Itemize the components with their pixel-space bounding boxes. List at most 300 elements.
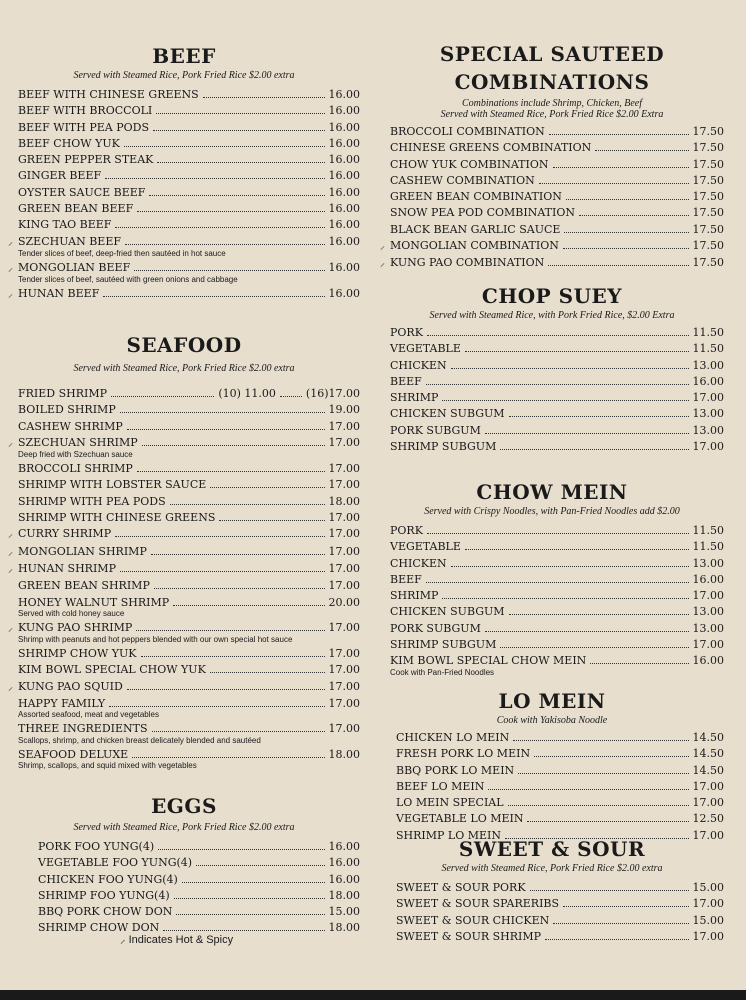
- item-name: BBQ PORK CHOW DON: [38, 905, 173, 919]
- item-name: CHOW YUK COMBINATION: [390, 157, 549, 171]
- item-price: 18.00: [328, 921, 360, 935]
- menu-item: [8, 578, 360, 594]
- dot-leader: [120, 571, 325, 572]
- section-subtitle: Served with Steamed Rice, Pork Fried Rice $2.00 extra: [73, 70, 295, 81]
- item-price: 20.00: [328, 595, 360, 609]
- dot-leader: [142, 445, 325, 446]
- dot-leader: [539, 183, 689, 184]
- dot-leader: [132, 757, 324, 758]
- dot-leader: [149, 195, 324, 196]
- menu-item: [8, 679, 360, 696]
- menu-item: [380, 374, 724, 390]
- section-title: CHOP SUEY: [481, 284, 623, 308]
- item-name: SWEET & SOUR SPARERIBS: [396, 897, 560, 911]
- item-name: VEGETABLE: [390, 540, 461, 554]
- item-name: KUNG PAO SHRIMP: [18, 620, 133, 634]
- item-description: Cook with Pan-Fried Noodles: [390, 667, 495, 677]
- section-title: SEAFOOD: [126, 333, 242, 357]
- item-name: FRESH PORK LO MEIN: [396, 747, 531, 761]
- item-name: SHRIMP SUBGUM: [390, 440, 497, 454]
- dot-leader: [563, 248, 689, 249]
- dot-leader: [527, 821, 688, 822]
- dot-leader: [442, 598, 688, 599]
- item-name: CASHEW SHRIMP: [18, 419, 123, 433]
- item-name: VEGETABLE LO MEIN: [396, 812, 524, 826]
- item-name: VEGETABLE: [390, 342, 461, 356]
- item-name: SWEET & SOUR PORK: [396, 881, 526, 894]
- menu-item: [8, 217, 360, 233]
- item-description: Deep fried with Szechuan sauce: [18, 450, 133, 460]
- item-price: 19.00: [328, 403, 360, 417]
- item-name: THREE INGREDIENTS: [18, 722, 148, 736]
- menu-item: [380, 556, 724, 572]
- menu-item: [28, 855, 360, 871]
- item-name: BOILED SHRIMP: [18, 403, 116, 417]
- menu-item: [386, 811, 724, 827]
- item-name: CHICKEN: [390, 556, 447, 570]
- menu-item: [380, 539, 724, 555]
- menu-item: [386, 779, 724, 795]
- item-price: 15.00: [328, 905, 360, 919]
- dot-leader: [579, 215, 688, 216]
- item-price: 13.00: [692, 621, 724, 635]
- item-price: 17.00: [328, 527, 360, 541]
- dot-leader: [115, 536, 324, 537]
- item-name: BEEF: [390, 374, 422, 388]
- chili-pepper-icon: ⸝: [8, 546, 13, 558]
- item-name: MONGOLIAN SHRIMP: [18, 544, 147, 558]
- item-price: 16.00: [328, 218, 360, 232]
- item-name: SWEET & SOUR SHRIMP: [396, 929, 542, 943]
- menu-item: [380, 406, 724, 422]
- dot-leader: [442, 400, 688, 401]
- item-price: 17.00: [328, 620, 360, 634]
- section-title: LO MEIN: [498, 689, 606, 713]
- chili-pepper-icon: ⸝: [8, 681, 13, 693]
- item-price: 17.00: [692, 638, 724, 652]
- item-price: 13.00: [692, 605, 724, 619]
- dot-leader: [513, 740, 688, 741]
- item-name: CHICKEN: [390, 358, 447, 372]
- menu-item: [8, 561, 360, 578]
- chili-pepper-icon: ⸝: [8, 563, 13, 575]
- menu-item: [8, 419, 360, 435]
- item-price: 17.00: [692, 897, 724, 911]
- item-name: KIM BOWL SPECIAL CHOW YUK: [18, 663, 206, 677]
- item-price: 17.00: [328, 697, 360, 711]
- item-name: KIM BOWL SPECIAL CHOW MEIN: [390, 654, 587, 668]
- dot-leader: [485, 631, 689, 632]
- item-name: HAPPY FAMILY: [18, 697, 106, 711]
- menu-item: [380, 341, 724, 357]
- item-name: OYSTER SAUCE BEEF: [18, 185, 146, 199]
- item-name: KUNG PAO SQUID: [18, 679, 123, 693]
- item-price: (10) 11.00: [218, 387, 276, 400]
- dot-leader: [103, 296, 324, 297]
- item-name: CASHEW COMBINATION: [390, 173, 535, 187]
- item-price: 16.00: [328, 88, 360, 101]
- dot-leader: [563, 906, 688, 907]
- chili-pepper-icon: ⸝: [380, 258, 385, 270]
- item-list: [8, 839, 360, 937]
- menu-item: [380, 124, 724, 140]
- item-price: 17.50: [692, 141, 724, 155]
- menu-item: [380, 189, 724, 205]
- dot-leader: [595, 150, 688, 151]
- menu-item: [8, 120, 360, 136]
- section-subtitle: Cook with Yakisoba Noodle: [496, 715, 608, 726]
- item-name: SHRIMP: [390, 589, 439, 603]
- menu-item: [8, 386, 360, 402]
- section-combinations: [380, 40, 724, 273]
- chili-pepper-icon: ⸝: [8, 437, 13, 449]
- item-name: BEEF WITH BROCCOLI: [18, 104, 153, 118]
- dot-leader: [508, 805, 689, 806]
- section-subtitle-2: Served with Steamed Rice, Pork Fried Rice $2.00 Extra: [440, 109, 664, 120]
- item-list: [380, 124, 724, 273]
- item-price: 17.00: [328, 679, 360, 693]
- menu-item: [380, 140, 724, 156]
- dot-leader: [518, 773, 688, 774]
- dot-leader: [134, 270, 324, 271]
- item-price: 17.50: [692, 206, 724, 220]
- dot-leader: [530, 890, 689, 891]
- section-seafood: [8, 333, 360, 772]
- dot-leader: [451, 566, 689, 567]
- menu-item: [28, 839, 360, 855]
- dot-leader: [426, 384, 689, 385]
- item-price: 17.00: [692, 391, 724, 405]
- dot-leader: [182, 882, 325, 883]
- dot-leader: [109, 706, 324, 707]
- menu-item: [8, 168, 360, 184]
- item-name: BEEF: [390, 572, 422, 586]
- item-name: CHINESE GREENS COMBINATION: [390, 141, 592, 155]
- section-subtitle: Combinations include Shrimp, Chicken, Beef: [462, 98, 642, 109]
- item-name: BEEF WITH PEA PODS: [18, 120, 149, 134]
- chili-pepper-icon: ⸝: [8, 622, 13, 634]
- menu-item: [28, 872, 360, 888]
- item-name: BROCCOLI SHRIMP: [18, 462, 133, 476]
- item-list: [380, 325, 724, 455]
- item-price: 14.50: [692, 763, 724, 777]
- dot-leader: [158, 849, 324, 850]
- menu-item: [380, 423, 724, 439]
- menu-item: [380, 439, 724, 455]
- item-price: 11.50: [692, 326, 724, 339]
- dot-leader: [534, 756, 688, 757]
- dot-leader: [280, 396, 302, 397]
- item-description: Served with cold honey sauce: [18, 608, 125, 618]
- item-price: 16.00: [328, 153, 360, 167]
- item-list: [380, 880, 724, 945]
- menu-item: [380, 390, 724, 406]
- dot-leader: [210, 672, 325, 673]
- item-price: 16.00: [692, 654, 724, 668]
- item-name: LO MEIN SPECIAL: [396, 796, 504, 810]
- item-price: 17.00: [692, 589, 724, 603]
- item-price: 17.50: [692, 190, 724, 204]
- dot-leader: [120, 412, 325, 413]
- dot-leader: [485, 433, 689, 434]
- item-price: 17.00: [692, 440, 724, 454]
- dot-leader: [153, 130, 325, 131]
- item-name: SHRIMP SUBGUM: [390, 638, 497, 652]
- chili-pepper-icon: ⸝: [380, 241, 385, 253]
- dot-leader: [553, 167, 689, 168]
- item-price: 11.50: [692, 540, 724, 554]
- item-name: SHRIMP WITH CHINESE GREENS: [18, 511, 216, 525]
- dot-leader: [174, 898, 325, 899]
- dot-leader: [509, 614, 689, 615]
- item-name: KUNG PAO COMBINATION: [390, 256, 545, 270]
- item-name: GREEN BEAN BEEF: [18, 202, 134, 216]
- menu-item: [380, 358, 724, 374]
- menu-item: [8, 103, 360, 119]
- dot-leader: [451, 368, 689, 369]
- item-price: 11.50: [692, 524, 724, 537]
- item-description: Tender slices of beef, sautéed with green onions and cabbage: [18, 275, 238, 285]
- item-name: HONEY WALNUT SHRIMP: [18, 595, 170, 609]
- item-name: GREEN PEPPER STEAK: [18, 153, 154, 167]
- menu-item: [386, 763, 724, 779]
- item-name: MONGOLIAN BEEF: [18, 260, 131, 274]
- dot-leader: [154, 588, 325, 589]
- menu-item: [380, 238, 724, 255]
- item-price: 17.00: [328, 419, 360, 433]
- item-list: [380, 523, 724, 678]
- item-price: 17.50: [692, 239, 724, 253]
- dot-leader: [196, 865, 324, 866]
- menu-item: [8, 185, 360, 201]
- dot-leader: [427, 335, 689, 336]
- item-name: VEGETABLE FOO YUNG(4): [38, 856, 193, 870]
- dot-leader: [157, 162, 324, 163]
- item-name: FRIED SHRIMP: [18, 387, 108, 400]
- item-price: 17.00: [328, 478, 360, 492]
- item-name: KING TAO BEEF: [18, 218, 112, 232]
- item-name: SEAFOOD DELUXE: [18, 747, 129, 761]
- dot-leader: [170, 504, 325, 505]
- item-price: 16.00: [328, 260, 360, 274]
- menu-item: [8, 477, 360, 493]
- dot-leader: [176, 914, 324, 915]
- dot-leader: [141, 656, 325, 657]
- item-name: MONGOLIAN COMBINATION: [390, 239, 559, 253]
- item-name: SNOW PEA POD COMBINATION: [390, 206, 576, 220]
- section-subtitle: Served with Steamed Rice, with Pork Fried Rice, $2.00 Extra: [429, 310, 675, 321]
- dot-leader: [465, 351, 689, 352]
- item-name: BEEF WITH CHINESE GREENS: [18, 88, 199, 101]
- chili-pepper-icon: ⸝: [120, 934, 126, 946]
- item-name: SWEET & SOUR CHICKEN: [396, 913, 550, 927]
- menu-item: [386, 896, 724, 912]
- menu-item: [8, 510, 360, 526]
- menu-item: [8, 646, 360, 662]
- item-price: 13.00: [692, 407, 724, 421]
- dot-leader: [137, 471, 325, 472]
- dot-leader: [105, 178, 324, 179]
- menu-item: [380, 637, 724, 653]
- section-title: EGGS: [151, 794, 217, 818]
- dot-leader: [500, 647, 688, 648]
- menu-item: [28, 888, 360, 904]
- menu-item: [380, 222, 724, 238]
- section-subtitle: Served with Steamed Rice, Pork Fried Rice $2.00 extra: [441, 863, 663, 874]
- item-price: 17.00: [328, 647, 360, 661]
- item-price: 13.00: [692, 423, 724, 437]
- section-title: SWEET & SOUR: [458, 837, 646, 861]
- item-price: 16.00: [328, 856, 360, 870]
- section-subtitle: Served with Crispy Noodles, with Pan-Fried Noodles add $2.00: [424, 506, 680, 517]
- item-name: SHRIMP CHOW DON: [38, 921, 160, 935]
- item-name: BROCCOLI COMBINATION: [390, 125, 545, 138]
- item-price: 16.00: [328, 840, 360, 853]
- menu-item: [8, 286, 360, 303]
- item-price: 17.00: [328, 462, 360, 476]
- item-price: 11.50: [692, 342, 724, 356]
- item-price: 17.50: [692, 157, 724, 171]
- dot-leader: [566, 199, 689, 200]
- item-list: [380, 730, 724, 844]
- item-price: 16.00: [692, 374, 724, 388]
- item-price: 17.00: [692, 796, 724, 810]
- item-price: 16.00: [328, 120, 360, 134]
- item-name: PORK FOO YUNG(4): [38, 840, 155, 853]
- menu-item: [386, 795, 724, 811]
- dot-leader: [115, 227, 324, 228]
- item-price: 17.50: [692, 222, 724, 236]
- menu-item: [8, 662, 360, 678]
- item-name: CHICKEN FOO YUNG(4): [38, 872, 178, 886]
- dot-leader: [426, 582, 689, 583]
- dot-leader: [500, 449, 688, 450]
- item-name: PORK SUBGUM: [390, 621, 481, 635]
- menu-item: [8, 201, 360, 217]
- menu-item: [380, 205, 724, 221]
- menu-item: [380, 255, 724, 272]
- dot-leader: [465, 549, 689, 550]
- dot-leader: [488, 789, 688, 790]
- section-subtitle: Served with Steamed Rice, Pork Fried Rice $2.00 extra: [73, 822, 295, 833]
- item-name: PORK SUBGUM: [390, 423, 481, 437]
- item-description: Tender slices of beef, deep-fried then sautéed in hot sauce: [18, 248, 226, 258]
- item-description: Assorted seafood, meat and vegetables: [18, 710, 159, 720]
- item-price: 17.00: [328, 663, 360, 677]
- menu-item: [380, 588, 724, 604]
- dot-leader: [124, 146, 325, 147]
- item-name: BEEF CHOW YUK: [18, 136, 120, 150]
- menu-item: [386, 746, 724, 762]
- item-price: 16.00: [328, 202, 360, 216]
- item-name: SHRIMP: [390, 391, 439, 405]
- item-name: BEEF LO MEIN: [396, 779, 485, 793]
- menu-item: [380, 173, 724, 189]
- item-price: 16.00: [328, 872, 360, 886]
- item-list: [8, 386, 360, 771]
- menu-item: [8, 526, 360, 543]
- item-name: SZECHUAN BEEF: [18, 234, 121, 248]
- section-subtitle: Served with Steamed Rice, Pork Fried Rice $2.00 extra: [73, 363, 295, 374]
- item-name: CHICKEN SUBGUM: [390, 605, 505, 619]
- menu-item: [380, 604, 724, 620]
- menu-item: [8, 402, 360, 418]
- section-title: CHOW MEIN: [476, 480, 628, 504]
- item-price: 16.00: [328, 136, 360, 150]
- menu-item: [380, 572, 724, 588]
- dot-leader: [548, 265, 688, 266]
- dot-leader: [125, 244, 325, 245]
- dot-leader: [152, 731, 325, 732]
- dot-leader: [203, 97, 325, 98]
- section-title-line2: COMBINATIONS: [454, 70, 650, 94]
- dot-leader: [564, 232, 688, 233]
- item-name: BLACK BEAN GARLIC SAUCE: [390, 222, 561, 236]
- item-price: 16.00: [328, 234, 360, 248]
- item-price: 17.50: [692, 125, 724, 138]
- dot-leader: [427, 533, 689, 534]
- dot-leader: [509, 416, 689, 417]
- item-name: HUNAN BEEF: [18, 287, 100, 301]
- menu-item: [28, 904, 360, 920]
- item-name: GREEN BEAN SHRIMP: [18, 579, 150, 593]
- item-price: 15.00: [692, 881, 724, 894]
- item-price: 15.00: [692, 913, 724, 927]
- item-price: 17.00: [328, 511, 360, 525]
- section-chop-suey: [380, 284, 724, 455]
- chili-pepper-icon: ⸝: [8, 529, 13, 541]
- dot-leader: [210, 487, 324, 488]
- menu-item: [8, 87, 360, 103]
- item-name: SHRIMP LO MEIN: [396, 828, 501, 842]
- item-description: Scallops, shrimp, and chicken breast delicately blended and sautéed: [18, 735, 261, 745]
- item-price: 17.00: [328, 544, 360, 558]
- item-name: BBQ PORK LO MEIN: [396, 763, 515, 777]
- dot-leader: [545, 939, 688, 940]
- dot-leader: [151, 554, 325, 555]
- item-price: 17.50: [692, 173, 724, 187]
- item-price: 16.00: [328, 104, 360, 118]
- menu-item: [8, 544, 360, 561]
- menu-item: [380, 157, 724, 173]
- dot-leader: [553, 923, 688, 924]
- item-description: Shrimp with peanuts and hot peppers blended with our own special hot sauce: [18, 635, 293, 645]
- item-name: CHICKEN LO MEIN: [396, 731, 510, 744]
- item-price: 17.00: [692, 929, 724, 943]
- item-price: 17.50: [692, 256, 724, 270]
- item-price: 18.00: [328, 747, 360, 761]
- item-price: 14.50: [692, 747, 724, 761]
- item-price-large: (16)17.00: [305, 387, 360, 400]
- dot-leader: [127, 429, 325, 430]
- chili-pepper-icon: ⸝: [8, 262, 13, 274]
- section-title-line1: SPECIAL SAUTEED: [439, 42, 665, 66]
- section-sweet-sour: [380, 837, 724, 945]
- dot-leader: [156, 113, 324, 114]
- item-price: 13.00: [692, 556, 724, 570]
- item-price: 16.00: [692, 572, 724, 586]
- item-price: 17.00: [328, 722, 360, 736]
- item-name: SZECHUAN SHRIMP: [18, 435, 138, 449]
- menu-item: [8, 152, 360, 168]
- menu-item: [380, 621, 724, 637]
- dot-leader: [219, 520, 324, 521]
- item-price: 16.00: [328, 169, 360, 183]
- chili-pepper-icon: ⸝: [8, 289, 13, 301]
- dot-leader: [137, 211, 324, 212]
- item-price: 14.50: [692, 731, 724, 744]
- section-lo-mein: [380, 689, 724, 844]
